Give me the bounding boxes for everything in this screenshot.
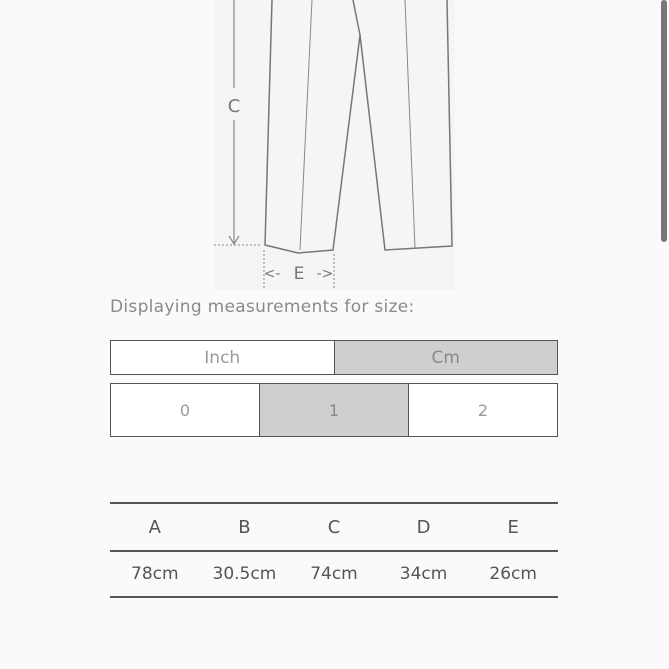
table-row <box>110 551 558 597</box>
unit-toggle <box>110 340 558 375</box>
measure-e-arrow-left: <- <box>263 266 281 282</box>
table-value-c: 74cm <box>289 551 379 597</box>
table-header-b: B <box>200 503 290 551</box>
table-header-d: D <box>379 503 469 551</box>
left-leg-crease <box>300 0 312 250</box>
table-header-c: C <box>289 503 379 551</box>
measure-e-arrow-right: -> <box>316 266 334 282</box>
size-option-2[interactable]: 2 <box>409 383 558 437</box>
table-value-d: 34cm <box>379 551 469 597</box>
measurements-table <box>110 502 558 598</box>
table-value-e: 26cm <box>468 551 558 597</box>
table-header-row <box>110 503 558 551</box>
scrollbar-thumb[interactable] <box>661 0 667 242</box>
measure-e-label: E <box>293 264 305 284</box>
table-value-b: 30.5cm <box>200 551 290 597</box>
trousers-diagram <box>0 0 669 300</box>
size-selector <box>110 383 558 437</box>
left-leg-outline <box>265 0 360 253</box>
size-option-1[interactable]: 1 <box>260 383 409 437</box>
measure-c-label: C <box>227 96 241 117</box>
right-leg-outline <box>360 0 452 250</box>
table-header-a: A <box>110 503 200 551</box>
size-option-0[interactable]: 0 <box>110 383 260 437</box>
size-caption: Displaying measurements for size: <box>110 297 415 317</box>
right-leg-crease <box>405 0 415 248</box>
table-header-e: E <box>468 503 558 551</box>
unit-option-inch[interactable]: Inch <box>110 340 335 375</box>
unit-option-cm[interactable]: Cm <box>335 340 559 375</box>
table-value-a: 78cm <box>110 551 200 597</box>
